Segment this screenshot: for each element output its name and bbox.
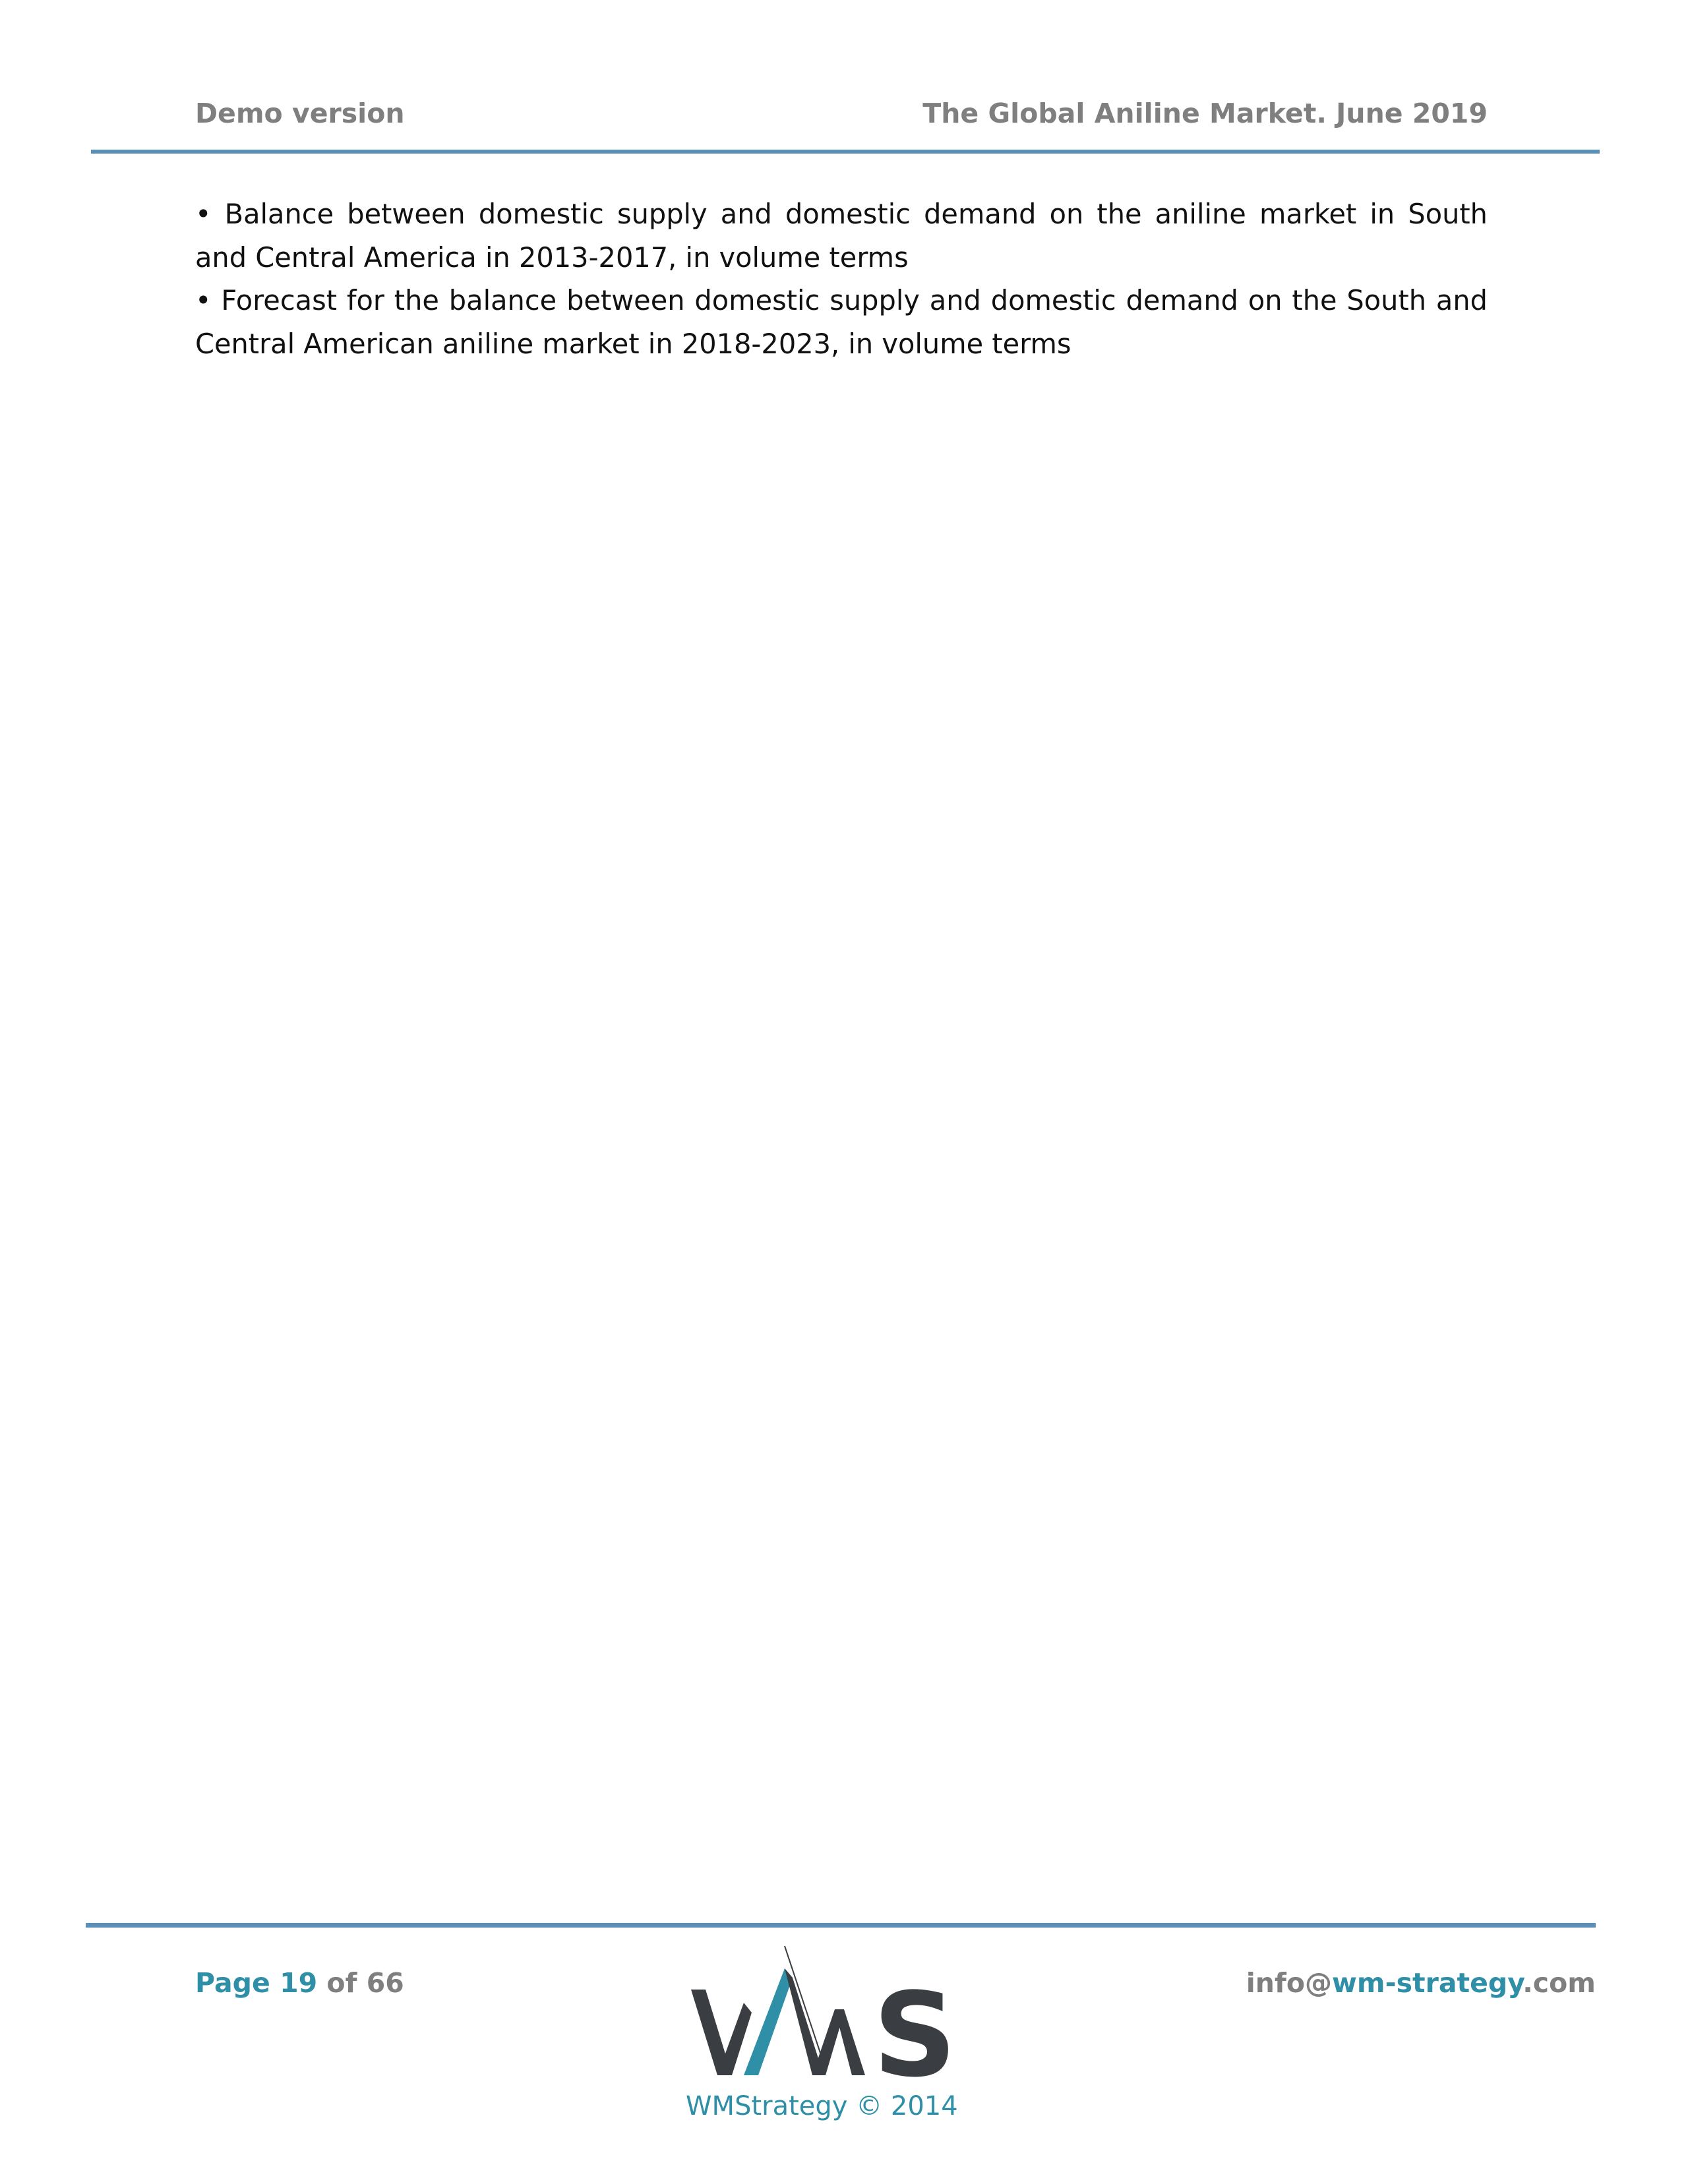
svg-text:S: S bbox=[873, 1968, 957, 2098]
email-user: info@ bbox=[1246, 1967, 1332, 1999]
page-current: 19 bbox=[280, 1967, 318, 1999]
header-left-label: Demo version bbox=[195, 98, 405, 129]
wms-logo bbox=[686, 1937, 963, 2098]
header-divider bbox=[91, 150, 1600, 154]
page-of: of bbox=[326, 1967, 357, 1999]
page-label: Page bbox=[195, 1967, 270, 1999]
page-number bbox=[195, 1967, 404, 1999]
bullet-item: • Forecast for the balance between domestic supply and domestic demand on the South and Central American aniline market in 2018-2023, in volume terms bbox=[195, 284, 1488, 360]
email-tld: .com bbox=[1522, 1967, 1596, 1999]
page-total: 66 bbox=[366, 1967, 404, 1999]
email-domain: wm-strategy bbox=[1331, 1967, 1523, 1999]
logo-caption: WMStrategy © 2014 bbox=[686, 2091, 958, 2121]
body-content bbox=[195, 192, 1488, 365]
wms-logo-mark bbox=[686, 1937, 963, 2098]
footer-divider bbox=[86, 1923, 1596, 1928]
header-report-title: The Global Aniline Market. June 2019 bbox=[922, 98, 1488, 129]
bullet-item: • Balance between domestic supply and domestic demand on the aniline market in South and Central America in 2013-2017, in volume terms bbox=[195, 198, 1488, 274]
contact-email[interactable] bbox=[1246, 1967, 1596, 1999]
